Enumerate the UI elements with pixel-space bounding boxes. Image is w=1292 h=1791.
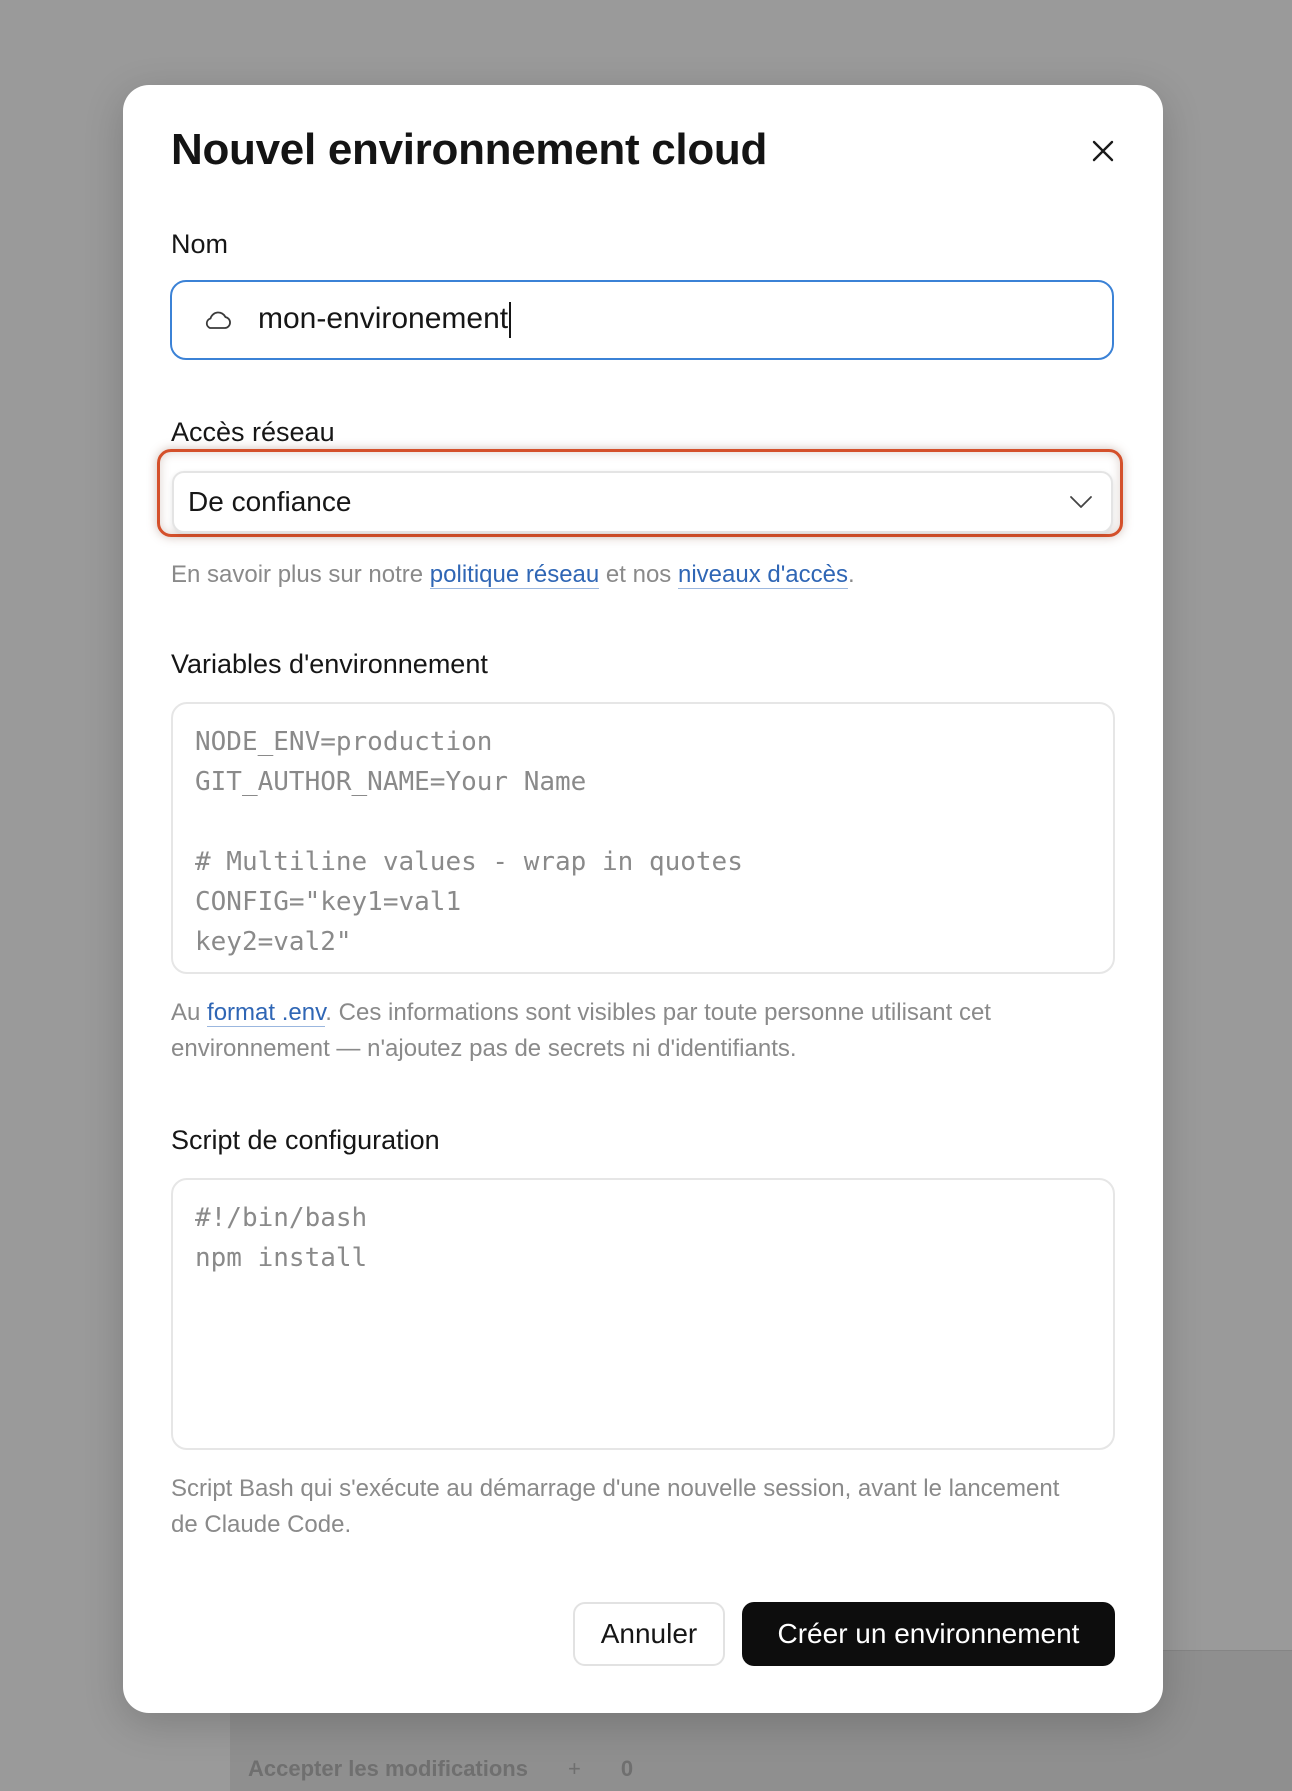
env-vars-help-text: Au format .env. Ces informations sont visibles par toute personne utilisant cet environnement — n'ajoutez pas de secrets ni d'identifiants.	[171, 999, 991, 1062]
new-environment-dialog	[123, 85, 1163, 1713]
background-footer	[248, 1756, 633, 1782]
network-help-text: En savoir plus sur notre politique réseau et nos niveaux d'accès.	[171, 561, 855, 588]
cancel-button[interactable]: Annuler	[573, 1602, 725, 1666]
cloud-icon	[202, 304, 234, 336]
env-format-link[interactable]: format .env	[207, 999, 326, 1026]
dialog-title: Nouvel environnement cloud	[171, 125, 768, 174]
text-caret	[509, 302, 511, 338]
access-levels-link[interactable]: niveaux d'accès	[677, 561, 848, 588]
background-footer-text: Accepter les modifications	[248, 1756, 528, 1781]
name-label: Nom	[171, 229, 229, 259]
network-access-label: Accès réseau	[171, 417, 335, 447]
background-footer-num: 0	[620, 1756, 634, 1781]
chevron-down-icon	[1069, 495, 1093, 509]
env-vars-label: Variables d'environnement	[171, 649, 488, 679]
setup-script-textarea[interactable]: #!/bin/bash npm install	[171, 1178, 1115, 1450]
env-vars-textarea[interactable]: NODE_ENV=production GIT_AUTHOR_NAME=Your Name # Multiline values - wrap in quotes CONFIG="key1=val1 key2=val2"	[171, 702, 1115, 974]
network-access-select[interactable]	[172, 471, 1113, 533]
close-icon	[1091, 139, 1115, 163]
background-footer-sep: +	[567, 1756, 581, 1781]
setup-script-label: Script de configuration	[171, 1125, 440, 1155]
network-policy-link[interactable]: politique réseau	[429, 561, 600, 588]
name-input-value: mon-environement	[258, 302, 511, 338]
setup-script-help-text: Script Bash qui s'exécute au démarrage d'une nouvelle session, avant le lancement de Claude Code.	[171, 1475, 1060, 1538]
close-button[interactable]	[1083, 131, 1123, 171]
network-access-selected: De confiance	[188, 486, 352, 517]
create-environment-button[interactable]: Créer un environnement	[742, 1602, 1115, 1666]
name-input[interactable]	[170, 280, 1114, 360]
